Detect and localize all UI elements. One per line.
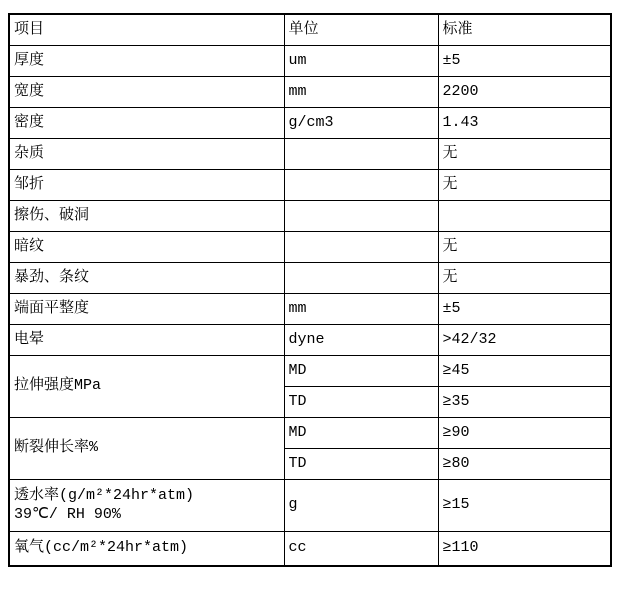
- standard-cell: ≥110: [438, 531, 611, 566]
- standard-cell: 无: [438, 169, 611, 200]
- item-line-1: 透水率(g/m²*24hr*atm): [14, 486, 195, 504]
- row-elongation-md: [9, 417, 611, 448]
- item-line-2: 39℃/ RH 90%: [14, 505, 121, 523]
- unit-cell: [284, 138, 438, 169]
- standard-cell: [438, 200, 611, 231]
- unit-cell: TD: [284, 386, 438, 417]
- standard-cell: ±5: [438, 293, 611, 324]
- table-header-row: [9, 14, 611, 45]
- standard-cell: ≥80: [438, 448, 611, 479]
- item-cell-elongation: 断裂伸长率%: [9, 417, 284, 479]
- unit-cell: TD: [284, 448, 438, 479]
- header-unit-cell: 单位: [284, 14, 438, 45]
- unit-cell: [284, 200, 438, 231]
- item-cell-tensile-strength: 拉伸强度MPa: [9, 355, 284, 417]
- unit-cell: [284, 169, 438, 200]
- row-dark-lines: [9, 231, 611, 262]
- unit-cell: g: [284, 479, 438, 531]
- unit-cell: MD: [284, 417, 438, 448]
- row-streaks: [9, 262, 611, 293]
- row-oxygen: [9, 531, 611, 566]
- unit-cell: cc: [284, 531, 438, 566]
- unit-cell: dyne: [284, 324, 438, 355]
- unit-cell: mm: [284, 76, 438, 107]
- standard-cell: ≥15: [438, 479, 611, 531]
- row-width: [9, 76, 611, 107]
- unit-cell: [284, 231, 438, 262]
- item-cell: 电晕: [9, 324, 284, 355]
- item-cell: 擦伤、破洞: [9, 200, 284, 231]
- row-tensile-strength-md: [9, 355, 611, 386]
- standard-cell: ≥45: [438, 355, 611, 386]
- row-water-permeability: [9, 479, 611, 531]
- row-density: [9, 107, 611, 138]
- standard-cell: ≥35: [438, 386, 611, 417]
- standard-cell: ≥90: [438, 417, 611, 448]
- unit-cell: [284, 262, 438, 293]
- row-wrinkle: [9, 169, 611, 200]
- standard-cell: 无: [438, 262, 611, 293]
- unit-cell: g/cm3: [284, 107, 438, 138]
- spec-table: [8, 13, 612, 567]
- row-impurity: [9, 138, 611, 169]
- standard-cell: 1.43: [438, 107, 611, 138]
- header-standard-cell: 标准: [438, 14, 611, 45]
- item-cell: 暗纹: [9, 231, 284, 262]
- item-cell: 杂质: [9, 138, 284, 169]
- item-cell: 邹折: [9, 169, 284, 200]
- unit-cell: MD: [284, 355, 438, 386]
- item-cell: 端面平整度: [9, 293, 284, 324]
- unit-cell: um: [284, 45, 438, 76]
- standard-cell: >42/32: [438, 324, 611, 355]
- row-thickness: [9, 45, 611, 76]
- unit-cell: mm: [284, 293, 438, 324]
- row-corona: [9, 324, 611, 355]
- header-item-cell: 项目: [9, 14, 284, 45]
- standard-cell: 2200: [438, 76, 611, 107]
- standard-cell: 无: [438, 231, 611, 262]
- item-cell-water-permeability: [9, 479, 284, 531]
- item-cell: 暴劲、条纹: [9, 262, 284, 293]
- standard-cell: ±5: [438, 45, 611, 76]
- item-cell: 厚度: [9, 45, 284, 76]
- standard-cell: 无: [438, 138, 611, 169]
- item-cell: 密度: [9, 107, 284, 138]
- row-scratch-hole: [9, 200, 611, 231]
- item-cell: 宽度: [9, 76, 284, 107]
- item-cell: 氧气(cc/m²*24hr*atm): [9, 531, 284, 566]
- row-edge-flatness: [9, 293, 611, 324]
